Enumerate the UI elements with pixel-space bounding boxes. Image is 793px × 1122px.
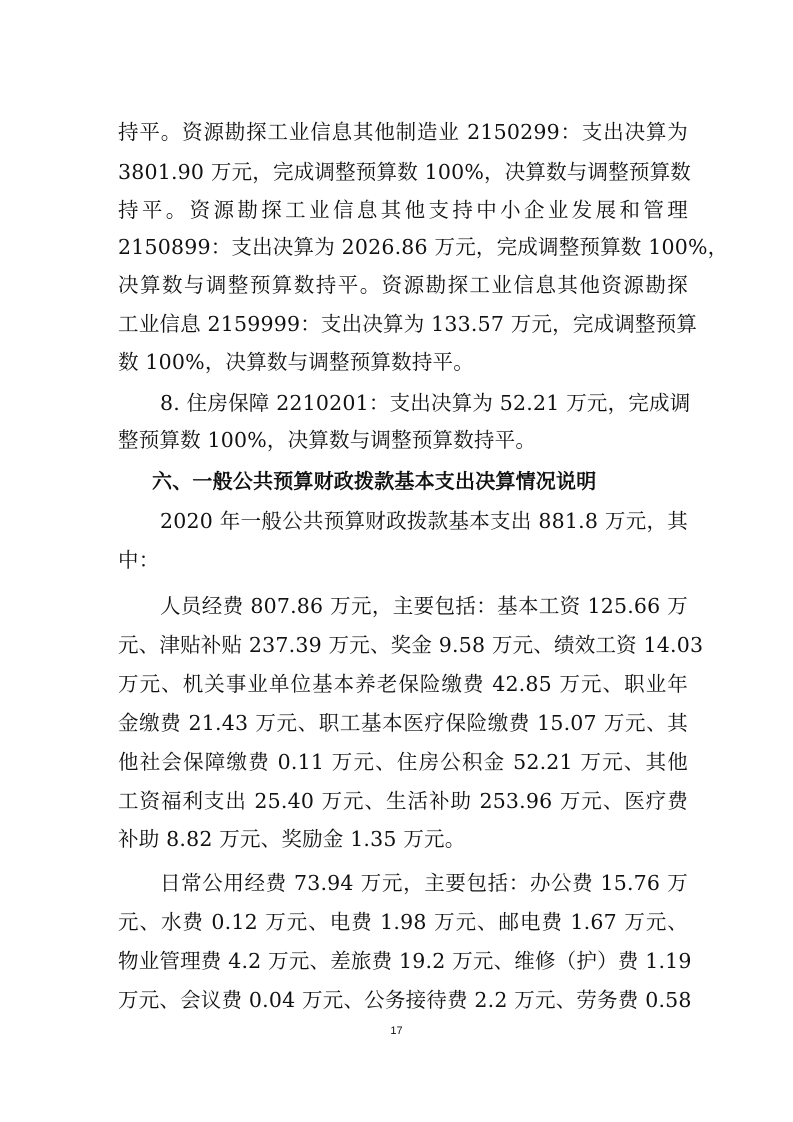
paragraph-line: 补助 8.82 万元、奖励金 1.35 万元。 [118,827,466,851]
paragraph-line: 万元、机关事业单位基本养老保险缴费 42.85 万元、职业年 [118,672,688,696]
paragraph-line: 人员经费 807.86 万元，主要包括：基本工资 125.66 万 [160,594,688,618]
paragraph-line: 工业信息 2159999：支出决算为 133.57 万元，完成调整预算 [118,312,698,336]
section-heading: 六、一般公共预算财政拨款基本支出决算情况说明 [152,469,597,493]
paragraph-line: 他社会保障缴费 0.11 万元、住房公积金 52.21 万元、其他 [118,750,688,774]
paragraph-line: 工资福利支出 25.40 万元、生活补助 253.96 万元、医疗费 [118,789,688,813]
paragraph-line: 8. 住房保障 2210201：支出决算为 52.21 万元，完成调 [160,391,691,415]
paragraph-line: 金缴费 21.43 万元、职工基本医疗保险缴费 15.07 万元、其 [118,711,688,735]
paragraph-line: 决算数与调整预算数持平。资源勘探工业信息其他资源勘探 [118,273,688,297]
paragraph-line: 数 100%，决算数与调整预算数持平。 [118,350,474,374]
paragraph-line: 持平。资源勘探工业信息其他制造业 2150299：支出决算为 [118,120,688,144]
paragraph-line: 元、水费 0.12 万元、电费 1.98 万元、邮电费 1.67 万元、 [118,910,688,934]
paragraph-line: 整预算数 100%，决算数与调整预算数持平。 [118,428,537,452]
paragraph-line: 元、津贴补贴 237.39 万元、奖金 9.58 万元、绩效工资 14.03 [118,633,704,657]
paragraph-line: 万元、会议费 0.04 万元、公务接待费 2.2 万元、劳务费 0.58 [118,988,692,1012]
paragraph-line: 持平。资源勘探工业信息其他支持中小企业发展和管理 [118,198,688,222]
paragraph-line: 2020 年一般公共预算财政拨款基本支出 881.8 万元，其 [160,509,688,533]
paragraph-line: 物业管理费 4.2 万元、差旅费 19.2 万元、维修（护）费 1.19 [118,949,692,973]
paragraph-line: 日常公用经费 73.94 万元，主要包括：办公费 15.76 万 [160,871,688,895]
page-number: 17 [390,1025,403,1037]
paragraph-line: 3801.90 万元，完成调整预算数 100%，决算数与调整预算数 [118,160,692,184]
paragraph-line: 2150899：支出决算为 2026.86 万元，完成调整预算数 100%， [118,235,729,259]
paragraph-line: 中： [118,548,160,572]
